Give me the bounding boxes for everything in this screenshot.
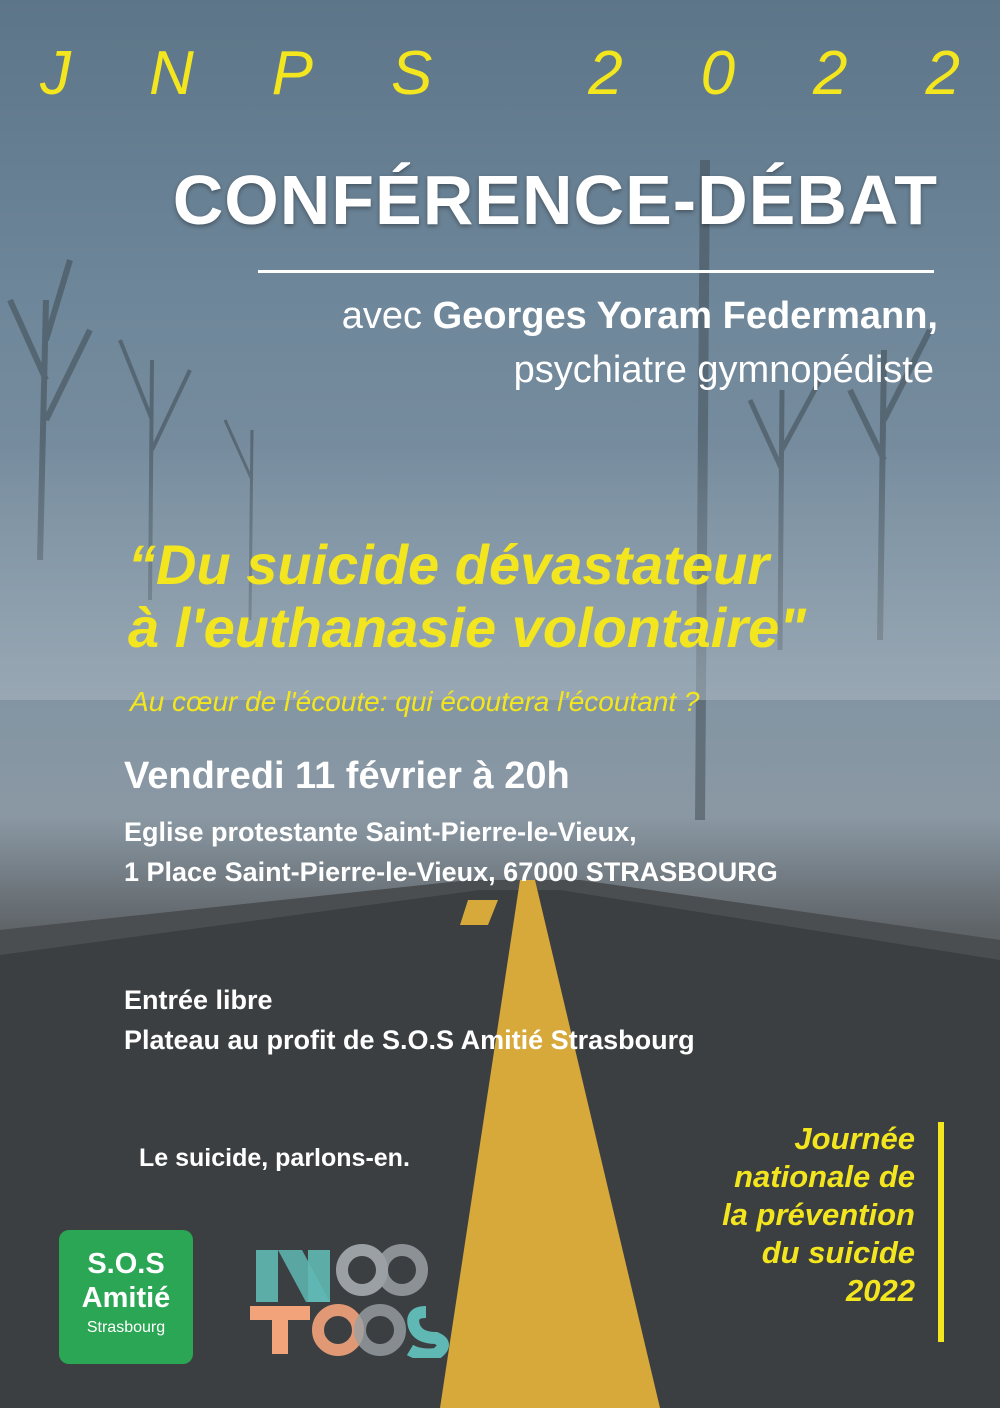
page-title: CONFÉRENCE-DÉBAT xyxy=(172,161,938,239)
3114-logo xyxy=(250,1240,462,1358)
venue-address: 1 Place Saint-Pierre-le-Vieux, 67000 STRASBOURG xyxy=(124,857,778,887)
talk-title xyxy=(128,533,806,659)
entry-fee: Entrée libre xyxy=(124,985,273,1015)
event-letter: N xyxy=(148,39,194,108)
event-acronym xyxy=(40,38,960,118)
speaker-prefix: avec xyxy=(341,295,433,337)
collection-note: Plateau au profit de S.O.S Amitié Strasbourg xyxy=(124,1025,695,1055)
journee-line: Journée xyxy=(794,1121,915,1156)
speaker-role: psychiatre gymnopédiste xyxy=(513,349,934,391)
talk-title-line: à l'euthanasie volontaire" xyxy=(128,596,806,659)
slogan: Le suicide, parlons-en. xyxy=(139,1144,410,1172)
journee-label xyxy=(722,1120,915,1310)
event-letter: P xyxy=(271,39,314,108)
event-letter: 0 xyxy=(700,39,736,108)
event-letter: 2 xyxy=(925,39,960,108)
event-letter: S xyxy=(390,39,433,108)
3114-logo-graphic xyxy=(250,1240,462,1358)
event-letter: 2 xyxy=(813,39,848,108)
talk-title-line: “Du suicide dévastateur xyxy=(128,533,770,596)
event-location xyxy=(124,812,778,892)
journee-line: 2022 xyxy=(846,1273,915,1308)
venue-name: Eglise protestante Saint-Pierre-le-Vieux, xyxy=(124,817,637,847)
entry-info xyxy=(124,980,695,1060)
journee-accent-bar xyxy=(938,1122,944,1342)
journee-line: nationale de xyxy=(734,1159,915,1194)
sos-logo-line: Strasbourg xyxy=(86,1319,166,1336)
speaker-line xyxy=(342,295,938,338)
sos-logo-line: Amitié xyxy=(81,1282,171,1314)
sos-logo-line: S.O.S xyxy=(87,1248,165,1280)
event-letter: J xyxy=(40,39,71,108)
journee-line: la prévention xyxy=(722,1197,915,1232)
journee-line: du suicide xyxy=(761,1235,915,1270)
event-date: Vendredi 11 février à 20h xyxy=(124,755,570,797)
sos-amitie-logo xyxy=(59,1230,193,1364)
speaker-name: Georges Yoram Federmann, xyxy=(432,295,938,337)
title-divider xyxy=(258,270,934,273)
event-letter: 2 xyxy=(588,39,623,108)
talk-subtitle: Au cœur de l'écoute: qui écoutera l'écoutant ? xyxy=(130,686,700,717)
